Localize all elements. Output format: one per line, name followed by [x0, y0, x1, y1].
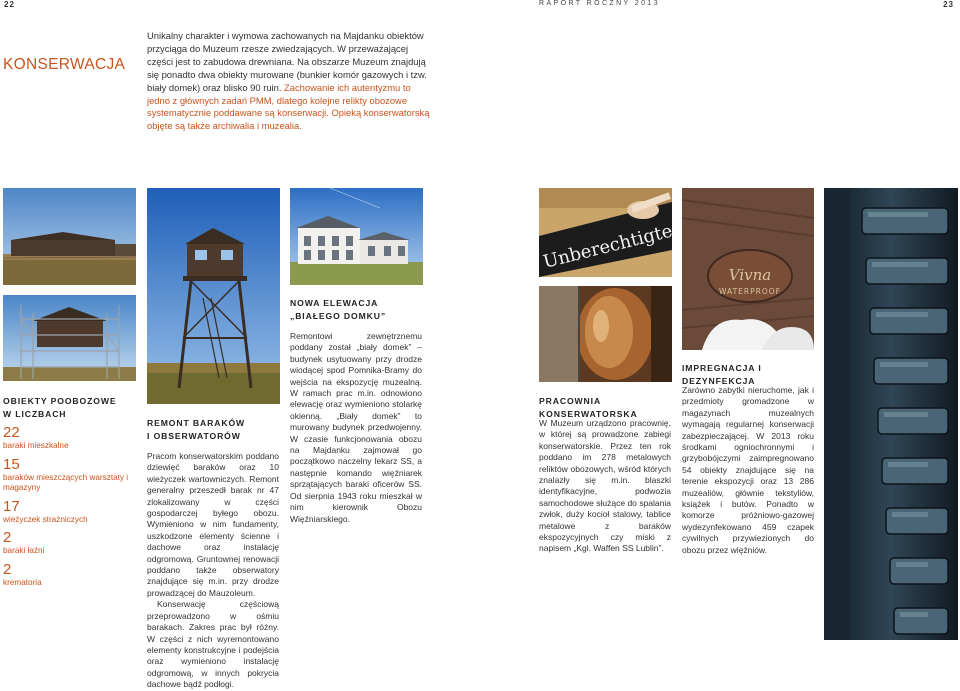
photo-machinery — [824, 188, 958, 640]
stat-item — [3, 530, 138, 557]
elewacja-heading-line-2: „BIAŁEGO DOMKU” — [290, 310, 387, 321]
intro-paragraph — [147, 30, 432, 133]
stat-label: baraki łaźni — [3, 546, 45, 555]
stat-number: 15 — [3, 455, 20, 473]
photo-sign-painting — [539, 188, 675, 277]
stat-number: 17 — [3, 497, 20, 515]
stat-item — [3, 425, 138, 452]
stat-number: 2 — [3, 529, 12, 546]
stat-label: wieżyczek strażniczych — [3, 514, 88, 524]
section-title: KONSERWACJA — [3, 56, 126, 73]
photo-scaffolding — [3, 295, 136, 381]
stat-item — [3, 457, 138, 494]
impregnacja-heading: IMPREGNACJA I DEZYNFEKCJA — [682, 363, 762, 386]
photo-leather-patch — [682, 188, 814, 350]
elewacja-paragraph-1: Remontowi zewnętrznemu poddany został „biały domek” – budynek usytuowany przy drodze wiodącej spod Pomnika-Bramy do wejścia na ekspozycję muzealną. W ramach prac m.in. odnowiono elewację oraz wymieniono stolarkę okienną. „Biały domek” to murowany budynek przedwojenny. W czasie funkcjonowania obozu na Majdanku zajmował go początkowo naczelny lekarz SS, a następnie komando więźniarek sprzątających baraki oficerów SS. Od sierpnia 1943 roku mieszkał w nim kierownik Obozu Więźniarskiego. — [290, 331, 422, 524]
stat-number: 22 — [3, 424, 20, 441]
stats-block — [3, 395, 138, 588]
page-number-left: 22 — [4, 0, 15, 9]
photo-boiler — [539, 286, 672, 382]
sign-lettering: Unberechtigte — [541, 220, 675, 273]
patch-waterproof: WATERPROOF — [719, 287, 781, 296]
elewacja-text — [290, 331, 422, 525]
remont-heading-line-2: I OBSERWATORÓW — [147, 430, 241, 441]
stat-item — [3, 499, 138, 526]
intro-part-1: Unikalny charakter i wymowa zachowanych na Majdanku obiektów przyciąga do Muzeum rzesze zwiedzających. W przeważającej części jest to zabudowa drewniana. Na obszarze Muzeum znajdują się ponadto dwa obiekty murowane (bunkier komór gazowych i tzw. biały domek) oraz blisko 90 ruin. — [147, 30, 427, 93]
remont-paragraph-1: Pracom konserwatorskim poddano dziewięć baraków oraz 10 wieżyczek wartowniczych. Remont generalny przeszedł barak nr 47 zlokalizowany w części gospodarczej byłego obozu. Wymieniono w nim fundamenty, uszkodzone elementy ścienne i dachowe oraz instalację odgromową. Gruntownej renowacji poddano także obserwatory znajdujące się m.in. przy drodze prowadzącej do Mauzoleum. — [147, 451, 279, 598]
photo-barracks — [3, 188, 136, 285]
stat-number: 2 — [3, 560, 12, 578]
remont-heading-line-1: REMONT BARAKÓW — [147, 418, 246, 428]
stats-heading-line-2: W LICZBACH — [3, 408, 67, 419]
remont-heading — [147, 417, 287, 442]
impregnacja-text — [682, 385, 814, 556]
impregnacja-paragraph-1: Zarówno zabytki nieruchome, jak i przedmioty gromadzone w magazynach muzealnych wymagają regularnej konserwacji zabezpieczającej. W 2013 roku środkami ogniochronnymi i grzybobójczymi zaimpregnowano 54 obiekty znajdujące się na terenie ekspozycji oraz 13 286 muzealiów, głównie tekstyliów, książek i butów. Ponadto w komorze próżniowo-gazowej wydezynfekowano 459 czapek cywilnych przywiezionych do obozu przez więźniów. — [682, 385, 814, 555]
elewacja-heading — [290, 297, 430, 322]
elewacja-heading-line-1: NOWA ELEWACJA — [290, 298, 379, 308]
stat-item — [3, 562, 138, 589]
pracownia-text — [539, 418, 671, 555]
patch-brand: Vivna — [728, 266, 772, 284]
photo-white-house — [290, 188, 423, 285]
stat-label: baraków mieszczących warsztaty i magazyny — [3, 472, 129, 492]
remont-paragraph-2: Konserwację częściową przeprowadzono w ośmiu barakach. Zakres prac był różny. W części z nich wyremontowano elementy konstrukcyjne i podejścia oraz wymieniono instalację odgromową, w innych pokrycia dachowe bądź podłogi. — [147, 599, 279, 690]
remont-text — [147, 451, 279, 691]
stat-label: baraki mieszkalne — [3, 441, 69, 450]
photo-guard-tower — [147, 188, 280, 404]
running-title: RAPORT ROCZNY 2013 — [539, 0, 661, 7]
stat-label: krematoria — [3, 577, 42, 587]
stats-heading-line-1: OBIEKTY POOBOZOWE — [3, 396, 117, 406]
pracownia-paragraph-1: W Muzeum urządzono pracownię, w której są prowadzone zabiegi konserwatorskie. Przez ten rok poddano im 278 metalowych reliktów obozowych, wśród których znalazły się m.in. blaszki identyfikacyjne, podwozia samochodowe służące do spalania zwłok, duży kocioł stalowy, tablice metalowe z baraków ekspozycyjnych czy miski z napisem „Kgl. Waffen SS Lublin”. — [539, 418, 671, 554]
pracownia-heading: PRACOWNIA KONSERWATORSKA — [539, 396, 638, 419]
stats-heading — [3, 395, 138, 420]
page-number-right: 23 — [943, 0, 954, 9]
intro-part-2: Zachowanie ich autentyzmu to jedno z głównych zadań PMM, dlatego kolejne relikty obozowe systematycznie poddawane są konserwacji. Opieką konserwatorską objęte są także archiwalia i muzealia. — [147, 81, 430, 132]
